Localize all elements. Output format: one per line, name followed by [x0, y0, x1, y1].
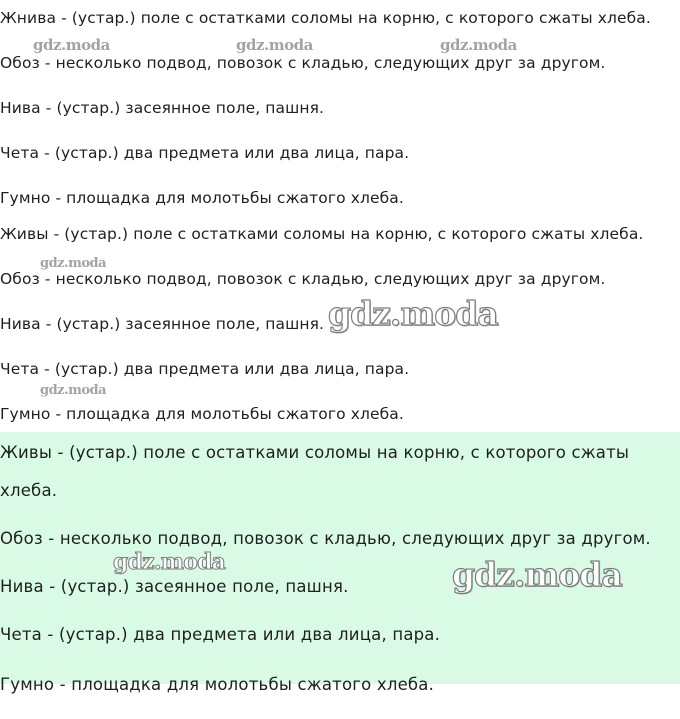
- definition-line: Гумно - площадка для молотьбы сжатого хлеба.: [0, 675, 435, 694]
- definition-line: Гумно - площадка для молотьбы сжатого хлеба.: [0, 405, 404, 423]
- definition-line: Чета - (устар.) два предмета или два лица, пара.: [0, 360, 410, 378]
- watermark-logo: gdz.moda: [33, 36, 110, 54]
- definition-line: Живы - (устар.) поле с остатками соломы на корню, с которого сжаты хлеба.: [0, 225, 644, 243]
- watermark-logo: gdz.moda: [328, 294, 498, 333]
- definition-line: Гумно - площадка для молотьбы сжатого хлеба.: [0, 189, 404, 207]
- definition-line: Нива - (устар.) засеянное поле, пашня.: [0, 99, 325, 117]
- definition-line: Обоз - несколько подвод, повозок с кладью, следующих друг за другом.: [0, 54, 606, 72]
- watermark-logo: gdz.moda: [440, 36, 517, 54]
- definition-line: Обоз - несколько подвод, повозок с кладью, следующих друг за другом.: [0, 270, 606, 288]
- definition-line: Обоз - несколько подвод, повозок с кладью, следующих друг за другом.: [0, 529, 651, 548]
- watermark-logo: gdz.moda: [113, 549, 226, 575]
- definition-line: Чета - (устар.) два предмета или два лица, пара.: [0, 144, 410, 162]
- watermark-logo: gdz.moda: [40, 256, 107, 271]
- definition-line: Нива - (устар.) засеянное поле, пашня.: [0, 315, 325, 333]
- definition-line: хлеба.: [0, 481, 58, 500]
- watermark-logo: gdz.moda: [40, 383, 107, 398]
- watermark-logo: gdz.moda: [452, 555, 622, 594]
- definition-line: Чета - (устар.) два предмета или два лица, пара.: [0, 625, 441, 644]
- definition-line: Жнива - (устар.) поле с остатками соломы на корню, с которого сжаты хлеба.: [0, 9, 651, 27]
- definition-line: Живы - (устар.) поле с остатками соломы на корню, с которого сжаты: [0, 443, 630, 462]
- definition-line: Нива - (устар.) засеянное поле, пашня.: [0, 577, 349, 596]
- watermark-logo: gdz.moda: [236, 36, 313, 54]
